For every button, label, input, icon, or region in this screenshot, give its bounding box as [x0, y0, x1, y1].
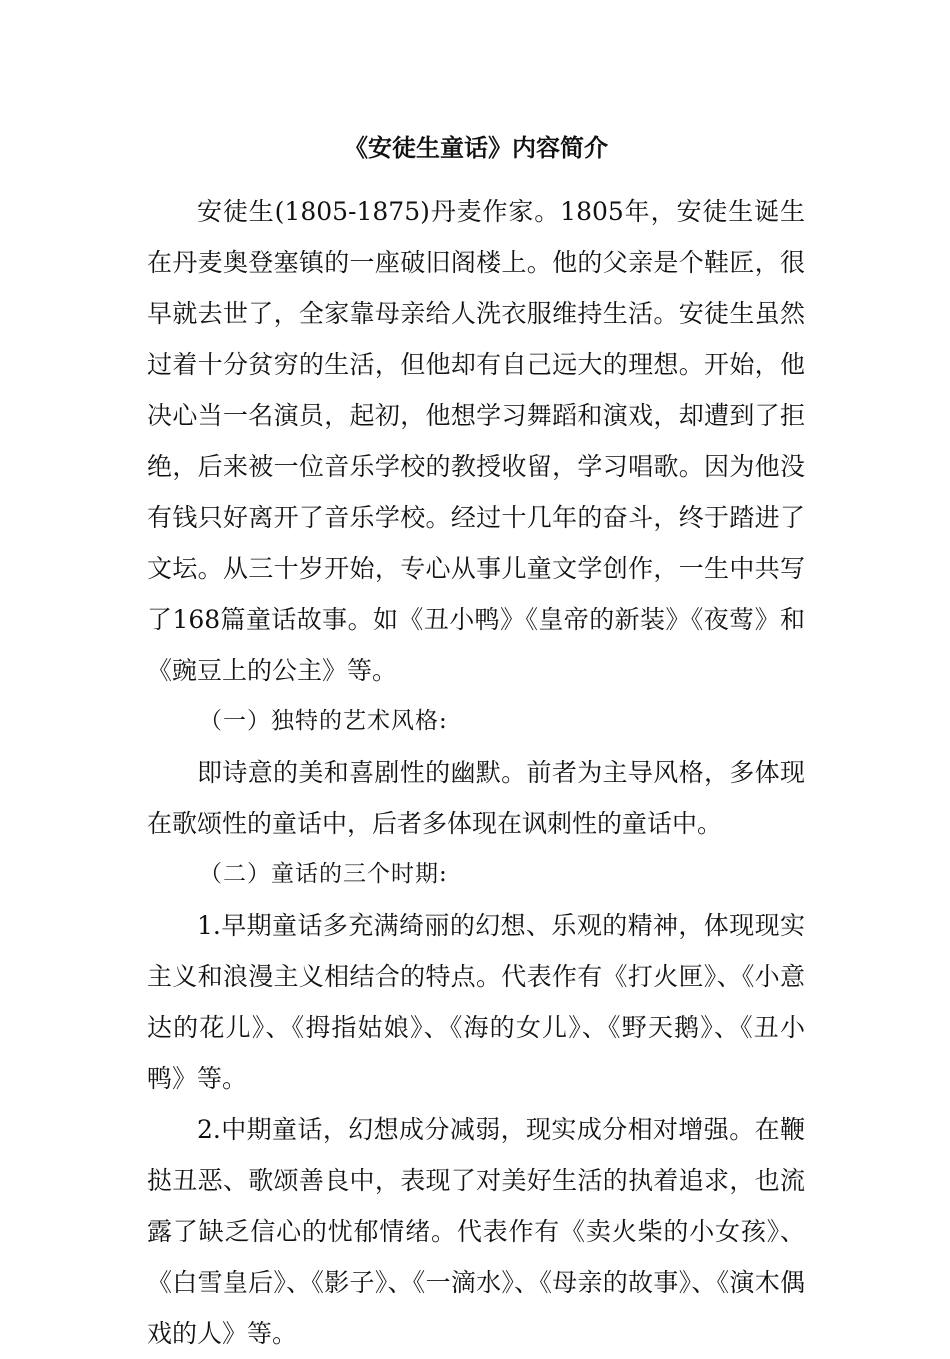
section-heading-periods: （二）童话的三个时期:: [199, 861, 448, 887]
section-heading-art-style: （一）独特的艺术风格:: [199, 708, 448, 734]
middle-period-paragraph: 2.中期童话，幻想成分减弱，现实成分相对增强。在鞭挞丑恶、歌颂善良中，表现了对美好生活的执着追求，也流露了缺乏信心的忧郁情绪。代表作有《卖火柴的小女孩》、《白雪皇后》、《影子》、《一滴水》、《母亲的故事》、《演木偶戏的人》等。: [147, 1115, 805, 1348]
early-period-paragraph: 1.早期童话多充满绮丽的幻想、乐观的精神，体现现实主义和浪漫主义相结合的特点。代表作有《打火匣》、《小意达的花儿》、《拇指姑娘》、《海的女儿》、《野天鹅》、《丑小鸭》等。: [147, 911, 805, 1093]
art-style-paragraph: 即诗意的美和喜剧性的幽默。前者为主导风格，多体现在歌颂性的童话中，后者多体现在讽刺性的童话中。: [147, 758, 805, 838]
document-page: [147, 130, 805, 1359]
intro-paragraph: 安徒生(1805-1875)丹麦作家。1805年，安徒生诞生在丹麦奥登塞镇的一座破旧阁楼上。他的父亲是个鞋匠，很早就去世了，全家靠母亲给人洗衣服维持生活。安徒生虽然过着十分贫穷的生活，但他却有自己远大的理想。开始，他决心当一名演员，起初，他想学习舞蹈和演戏，却遭到了拒绝，后来被一位音乐学校的教授收留，学习唱歌。因为他没有钱只好离开了音乐学校。经过十几年的奋斗，终于踏进了文坛。从三十岁开始，专心从事儿童文学创作，一生中共写了168篇童话故事。如《丑小鸭》《皇帝的新装》《夜莺》和《豌豆上的公主》等。: [147, 197, 805, 685]
document-title: 《安徒生童话》内容简介: [344, 133, 608, 162]
